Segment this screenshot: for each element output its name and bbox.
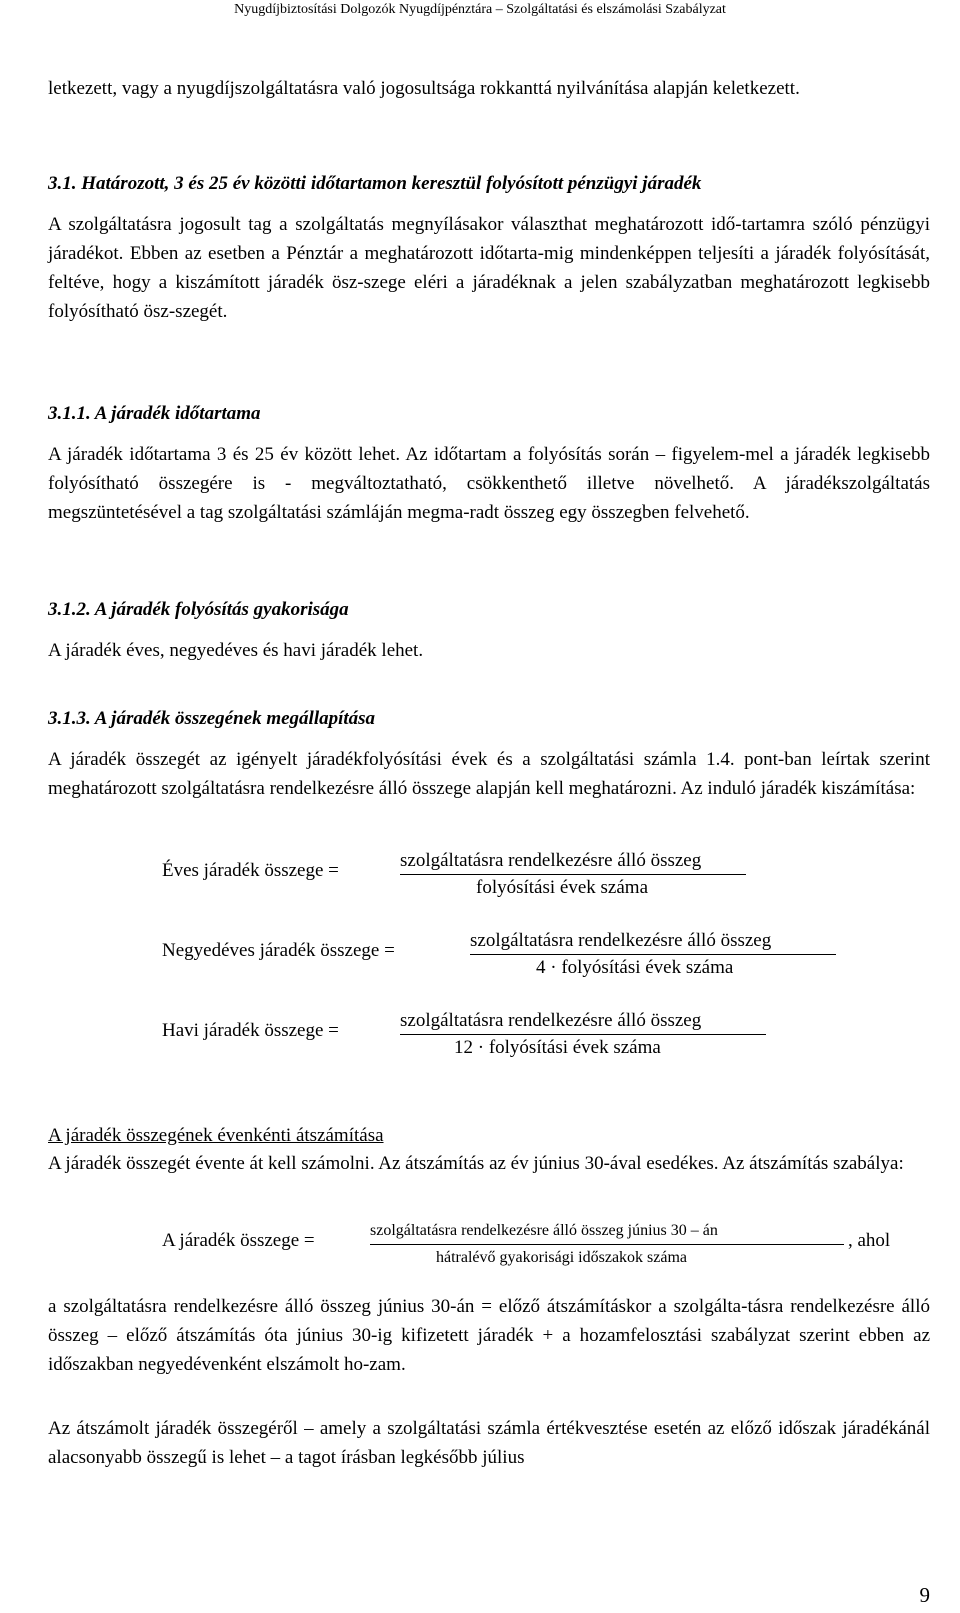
intro-paragraph bbox=[48, 74, 930, 103]
section-3-1-3-heading: 3.1.3. A járadék összegének megállapítása bbox=[48, 708, 376, 729]
recalc-definition bbox=[48, 1292, 930, 1379]
recalc-heading: A járadék összegének évenkénti átszámítása bbox=[48, 1125, 384, 1146]
formula-quarterly-numerator: szolgáltatásra rendelkezésre álló összeg bbox=[470, 930, 772, 951]
formula-quarterly-denominator: 4 · folyósítási évek száma bbox=[536, 957, 734, 978]
recalc-body: A járadék összegét évente át kell számolni. Az átszámítás az év június 30-ával esedékes. Az átszámítás szabálya: bbox=[48, 1153, 904, 1174]
section-3-1-3-body: A járadék összegét az igényelt járadékfolyósítási évek és a szolgáltatási számla 1.4. pont-ban leírtak szerint meghatározott szolgáltatásra rendelkezésre álló összege alapján kell meghatározni. Az induló járadék kiszámítása: bbox=[48, 749, 930, 799]
running-header bbox=[0, 0, 960, 28]
page-number: 9 bbox=[919, 1583, 930, 1607]
section-3-1-1-body: A járadék időtartama 3 és 25 év között lehet. Az időtartam a folyósítás során – figyelem-mel a járadék legkisebb folyósítható összegére is - megváltoztatható, csökkenthető illetve növelhető. A járadékszolgáltatás megszüntetésével a tag szolgáltatási számláján megma-radt összeg egy összegben felvehető. bbox=[48, 444, 930, 523]
section-3-1-heading: 3.1. Határozott, 3 és 25 év közötti időtartamon keresztül folyósított pénzügyi járadék bbox=[48, 173, 702, 194]
section-3-1-2 bbox=[48, 596, 930, 665]
recalc-definition-text: a szolgáltatásra rendelkezésre álló összeg június 30-án = előző átszámításkor a szolgálta-tásra rendelkezésre álló összeg – előző átszámítás óta június 30-ig kifizetett járadék + a hozamfelosztási szabályzat szerint ebben az időszakban negyedévenként elszámolt ho-zam. bbox=[48, 1296, 930, 1375]
formula-monthly-denominator: 12 · folyósítási évek száma bbox=[454, 1037, 661, 1058]
formula-annual-denominator: folyósítási évek száma bbox=[476, 877, 649, 898]
formula-monthly-numerator: szolgáltatásra rendelkezésre álló összeg bbox=[400, 1010, 702, 1031]
formula-annual-fraction bbox=[400, 848, 746, 901]
section-3-1-1-heading: 3.1.1. A járadék időtartama bbox=[48, 403, 261, 424]
section-3-1-2-body: A járadék éves, negyedéves és havi járadék lehet. bbox=[48, 640, 424, 661]
formula-quarterly-lhs: Negyedéves járadék összege = bbox=[162, 940, 395, 961]
formula-recalc-suffix: , ahol bbox=[848, 1230, 891, 1251]
section-3-1-body: A szolgáltatásra jogosult tag a szolgáltatás megnyílásakor választhat meghatározott idő-tartamra szóló pénzügyi járadékot. Ebben az esetben a Pénztár a meghatározott időtarta-mig mindenképpen teljesíti a járadék folyósítását, feltéve, hogy a kiszámított járadék ösz-szege eléri a járadéknak a jelen szabályzatban meghatározott legkisebb folyósítható ösz-szegét. bbox=[48, 214, 930, 322]
recalc-section bbox=[48, 1122, 930, 1178]
formula-quarterly-fraction bbox=[470, 928, 836, 981]
formula-annual-lhs: Éves járadék összege = bbox=[162, 860, 339, 881]
recalc-closing bbox=[48, 1414, 930, 1472]
running-header-title: Nyugdíjbiztosítási Dolgozók Nyugdíjpénztára – Szolgáltatási és elszámolási Szabályzat bbox=[234, 2, 726, 17]
section-3-1-1 bbox=[48, 400, 930, 527]
formula-monthly-lhs: Havi járadék összege = bbox=[162, 1020, 339, 1041]
section-3-1-3 bbox=[48, 705, 930, 803]
formula-recalc-denominator: hátralévő gyakorisági időszakok száma bbox=[436, 1249, 688, 1266]
intro-text: letkezett, vagy a nyugdíjszolgáltatásra való jogosultsága rokkanttá nyilvánítása alapján keletkezett. bbox=[48, 78, 800, 99]
formula-monthly-fraction bbox=[400, 1008, 766, 1061]
formula-recalc-numerator: szolgáltatásra rendelkezésre álló összeg június 30 – án bbox=[370, 1222, 718, 1239]
formula-recalc-fraction bbox=[370, 1218, 844, 1271]
recalc-closing-text: Az átszámolt járadék összegéről – amely a szolgáltatási számla értékvesztése esetén az előző időszak járadékánál alacsonyabb összegű is lehet – a tagot írásban legkésőbb július bbox=[48, 1418, 930, 1468]
section-3-1 bbox=[48, 170, 930, 326]
formula-annual-numerator: szolgáltatásra rendelkezésre álló összeg bbox=[400, 850, 702, 871]
formula-recalc-lhs: A járadék összege = bbox=[162, 1230, 315, 1251]
section-3-1-2-heading: 3.1.2. A járadék folyósítás gyakorisága bbox=[48, 599, 349, 620]
